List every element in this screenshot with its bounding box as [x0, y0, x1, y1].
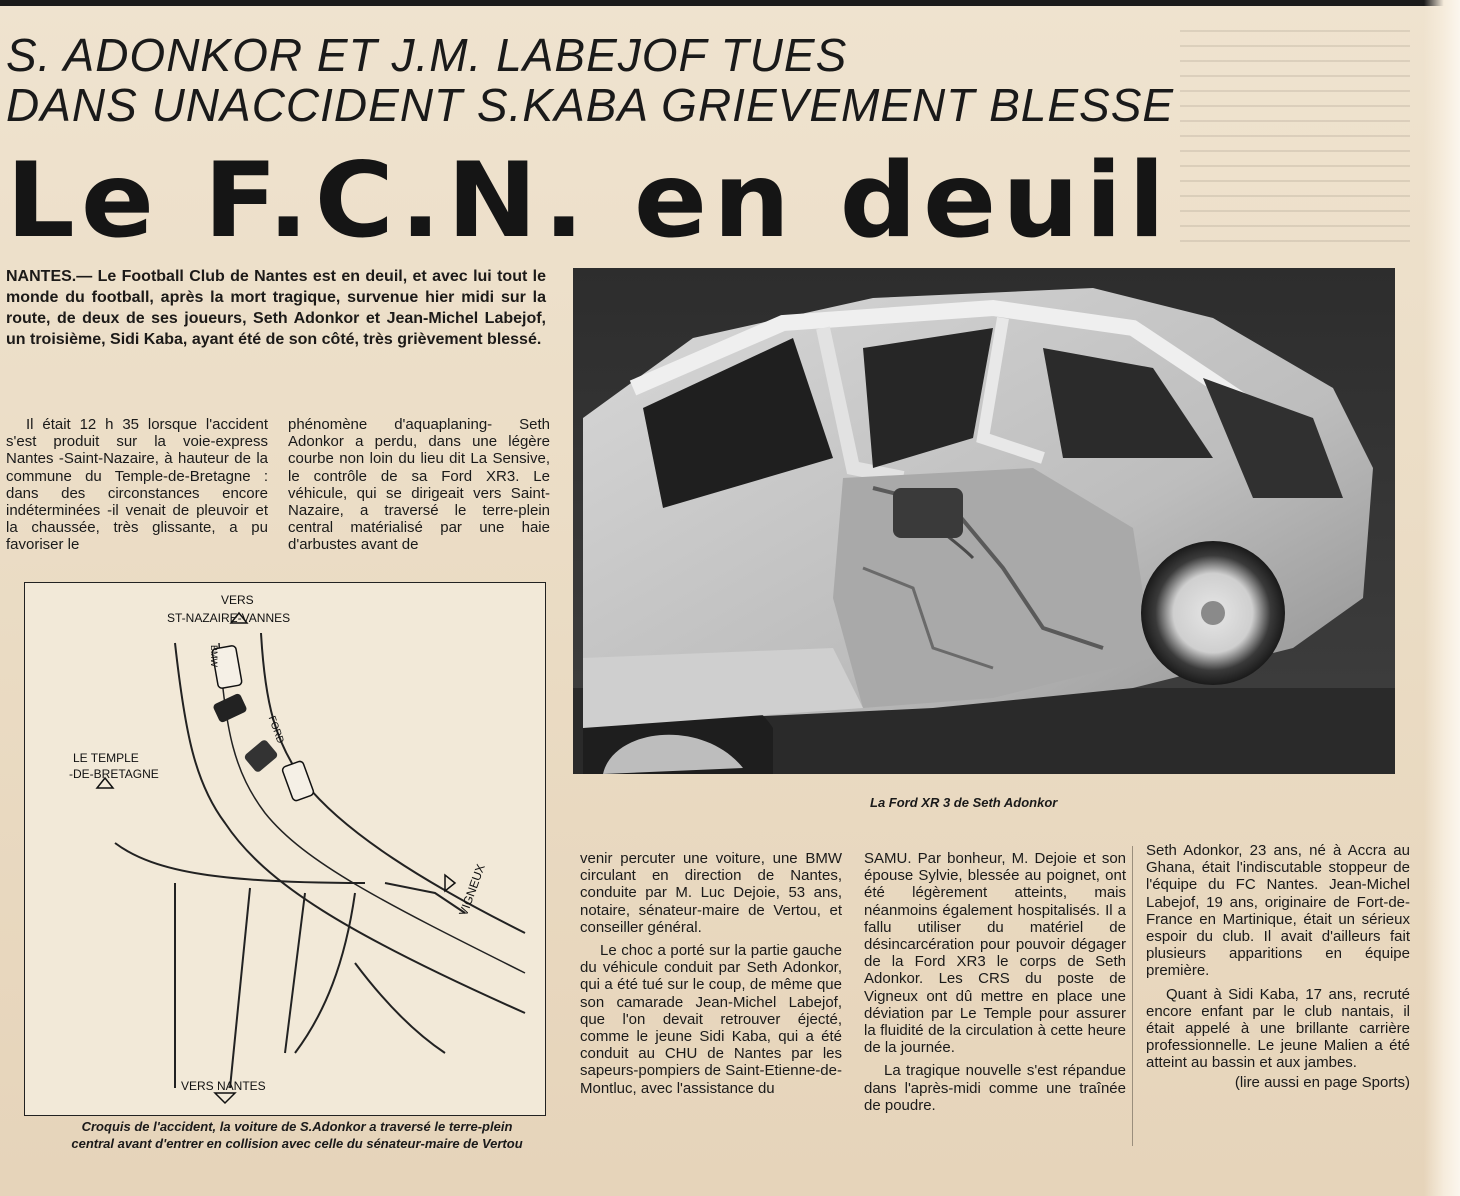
map-label-bmw: BMW: [209, 645, 219, 667]
column-4-paragraph-1: SAMU. Par bonheur, M. Dejoie et son épouse Sylvie, blessée au poignet, ont été légèrement atteints, mais néanmoins également hospitalisés. Il a fallu utiliser du matériel de désincarcération pour pouvoir dégager de la Ford XR3 le corps de Seth Adonkor. Les CRS du poste de Vigneux ont dû mettre en place une déviation par Le Temple pour assurer la fluidité de la circulation à cette heure de la journée.: [864, 850, 1126, 1057]
map-label-de-bretagne: -DE-BRETAGNE: [69, 767, 159, 781]
column-2-text: phénomène d'aquaplaning- Seth Adonkor a perdu, dans une légère courbe non loin du lieu dit La Sensive, le contrôle de sa Ford XR3. Le véhicule, qui se dirigeait vers Saint-Nazaire, a traversé le terre-plein central matérialisé par une haie d'arbustes avant de: [288, 416, 550, 554]
column-5-paragraph-2: Quant à Sidi Kaba, 17 ans, recruté encore enfant par le club nantais, il était appelé à une brillante carrière professionnelle. Le jeune Malien a été atteint au bassin et aux jambes.: [1146, 985, 1410, 1072]
kicker-line-1: S. ADONKOR ET J.M. LABEJOF TUES: [6, 29, 848, 81]
map-label-vers-top: VERS: [221, 593, 254, 607]
column-3-paragraph-2: Le choc a porté sur la partie gauche du véhicule conduit par Seth Adonkor, qui a été tué sur le coup, de même que son camarade Jean-Michel Labejof, que l'on devait retrouver éjecté, comme le jeune Sidi Kaba, qui a été conduit au CHU de Nantes par les sapeurs-pompiers de Saint-Etienne-de-Montluc, avec l'assistance du: [580, 942, 842, 1097]
map-label-ford: FORD: [265, 714, 286, 746]
road-diagram: [25, 583, 545, 1115]
see-also-note: (lire aussi en page Sports): [1234, 1073, 1410, 1091]
kicker-headline: [6, 30, 1346, 130]
photo-caption: La Ford XR 3 de Seth Adonkor: [870, 795, 1058, 810]
map-label-vers-nantes: VERS NANTES: [181, 1079, 266, 1093]
article-column-3: [580, 850, 842, 1103]
article-column-2: [288, 416, 550, 560]
map-caption: Croquis de l'accident, la voiture de S.Adonkor a traversé le terre-plein central avant d'entrer en collision avec celle du sénateur-maire de Vertou: [71, 1119, 523, 1151]
kicker-line-2: DANS UNACCIDENT S.KABA GRIEVEMENT BLESSE: [6, 79, 1175, 131]
map-label-st-nazaire-vannes: ST-NAZAIRE-VANNES: [167, 611, 291, 625]
map-label-le-temple: LE TEMPLE: [73, 751, 139, 765]
column-separator: [1132, 846, 1133, 1146]
crashed-car-photo: [573, 268, 1395, 774]
scan-top-border: [0, 0, 1460, 6]
crashed-car-illustration: [573, 268, 1395, 774]
lead-paragraph: NANTES.— Le Football Club de Nantes est en deuil, et avec lui tout le monde du football, après la mort tragique, survenue hier midi sur la route, de deux de ses joueurs, Seth Adonkor et Jean-Michel Labejof, un troisième, Sidi Kaba, ayant été de son côté, très grièvement blessé.: [6, 268, 546, 348]
column-1-text: Il était 12 h 35 lorsque l'accident s'est produit sur la voie-express Nantes -Saint-Nazaire, à hauteur de la commune du Temple-de-Bretagne : dans des circonstances encore indéterminées -il venait de pleuvoir et la chaussée, très glissante, a pu favoriser le: [6, 416, 268, 554]
article-column-5: [1146, 842, 1410, 1091]
article-column-1: [6, 416, 268, 560]
column-5-paragraph-1: Seth Adonkor, 23 ans, né à Accra au Ghana, était l'indiscutable stoppeur de l'équipe du FC Nantes. Jean-Michel Labejof, 19 ans, originaire de Fort-de-France en Martinique, était un sérieux espoir du club. Il avait d'ailleurs fait plusieurs apparitions en équipe première.: [1146, 842, 1410, 980]
article-column-4: [864, 850, 1126, 1120]
accident-sketch-map: [24, 582, 546, 1116]
column-3-paragraph-1: venir percuter une voiture, une BMW circulant en direction de Nantes, conduite par M. Luc Dejoie, 53 ans, notaire, sénateur-maire de Vertou, et conseiller général.: [580, 850, 842, 936]
clipping-right-edge: [1424, 0, 1460, 1196]
map-label-vigneux: VIGNEUX: [456, 862, 488, 918]
main-headline: Le F.C.N. en deuil: [6, 141, 1172, 262]
column-4-paragraph-2: La tragique nouvelle s'est répandue dans l'après-midi comme une traînée de poudre.: [864, 1062, 1126, 1114]
